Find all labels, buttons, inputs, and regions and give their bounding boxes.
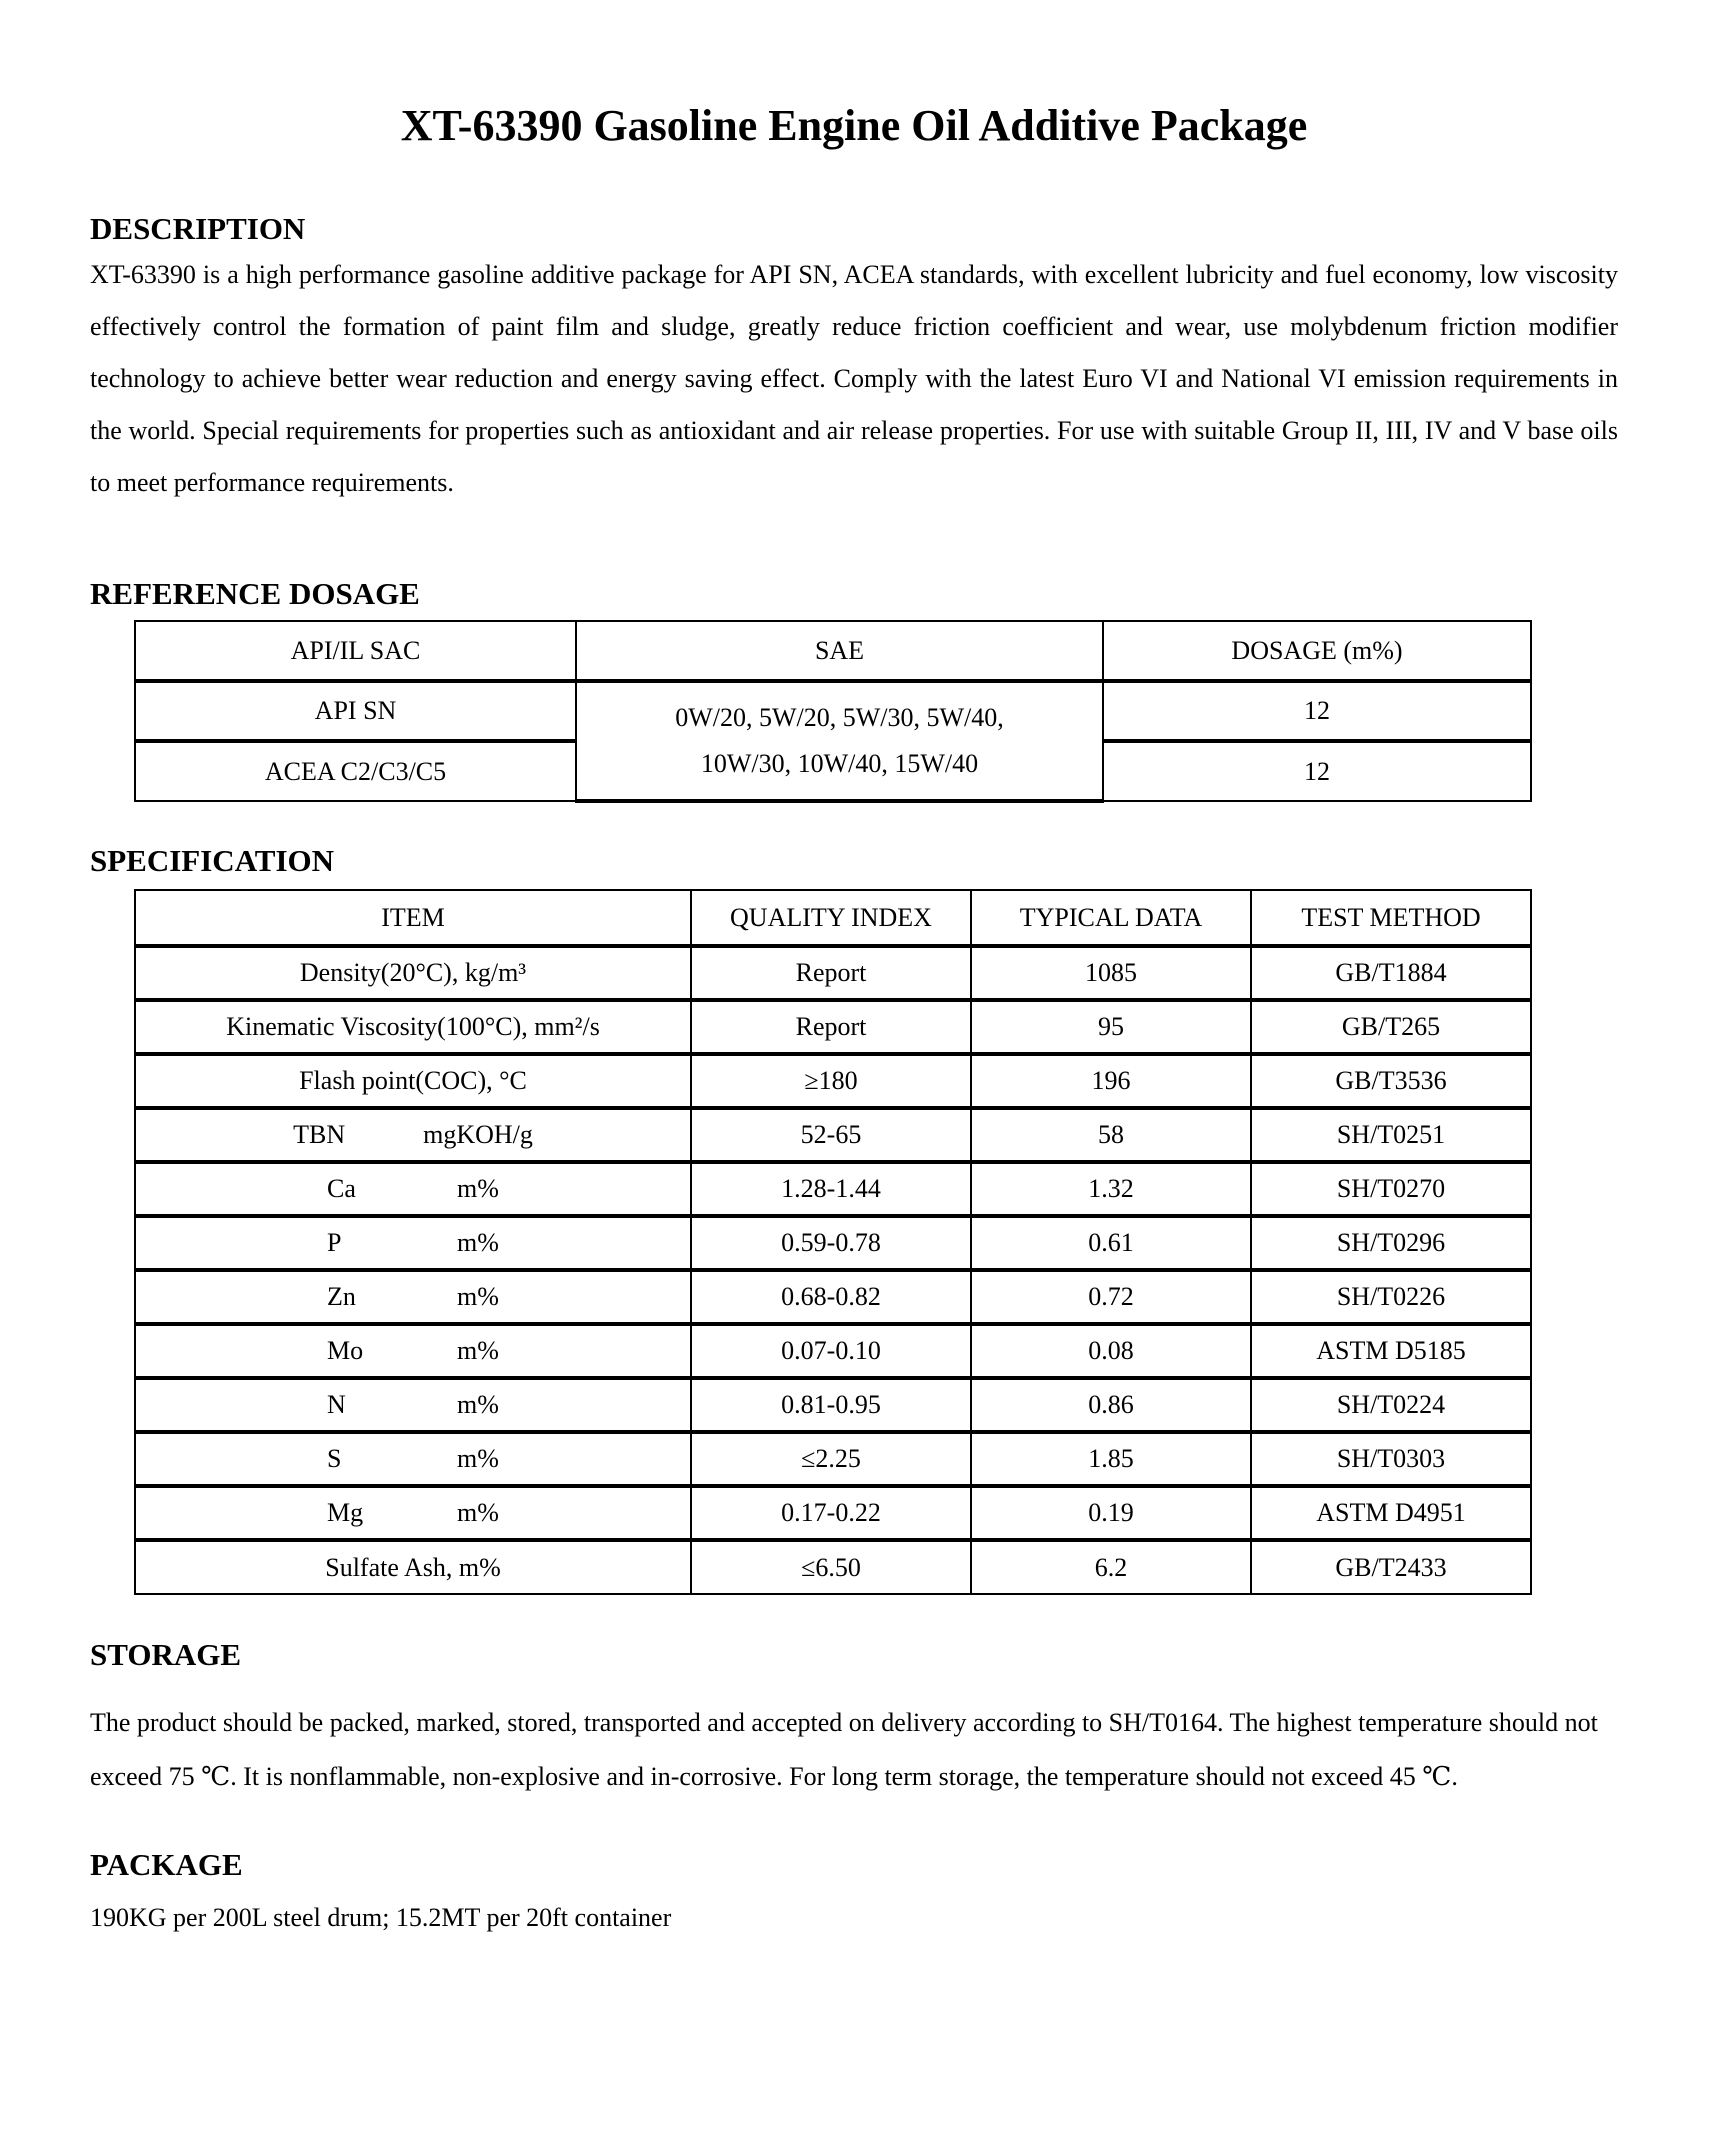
spec-item-unit: m% — [457, 1498, 499, 1528]
spec-quality-index-cell: Report — [691, 1000, 971, 1054]
column-header-item: ITEM — [135, 890, 691, 946]
column-header-sae: SAE — [576, 621, 1103, 681]
spec-table-row — [135, 1054, 1531, 1108]
storage-body: The product should be packed, marked, stored, transported and accepted on delivery according to SH/T0164. The highest temperature should not exceed 75 ℃. It is nonflammable, non-explosive and in-corrosive. For long term storage, the temperature should not exceed 45 ℃. — [90, 1707, 1598, 1791]
spec-item-tabbed — [327, 1336, 499, 1366]
specification-table — [134, 889, 1532, 1595]
spec-test-method-cell: SH/T0251 — [1251, 1108, 1531, 1162]
spec-quality-index-cell: 0.68-0.82 — [691, 1270, 971, 1324]
spec-quality-index-cell: 1.28-1.44 — [691, 1162, 971, 1216]
spec-item-name: N — [327, 1390, 346, 1420]
spec-quality-index-cell: ≥180 — [691, 1054, 971, 1108]
spec-test-method-cell: GB/T2433 — [1251, 1540, 1531, 1594]
sae-grades-line2: 10W/30, 10W/40, 15W/40 — [700, 749, 979, 779]
spec-item-tabbed — [293, 1120, 533, 1150]
spec-item-unit: m% — [457, 1444, 499, 1474]
spec-table-row — [135, 1432, 1531, 1486]
spec-quality-index-cell: 0.81-0.95 — [691, 1378, 971, 1432]
spec-item-name: S — [327, 1444, 342, 1474]
specification-heading: SPECIFICATION — [90, 843, 335, 879]
spec-table-row — [135, 946, 1531, 1000]
sae-grades-cell — [576, 681, 1103, 801]
spec-item-cell: Kinematic Viscosity(100°C), mm²/s — [135, 1000, 691, 1054]
spec-item-name: Ca — [327, 1174, 356, 1204]
spec-item-cell — [135, 1324, 691, 1378]
spec-quality-index-cell: ≤2.25 — [691, 1432, 971, 1486]
spec-table-row — [135, 1378, 1531, 1432]
spec-item-unit: m% — [457, 1228, 499, 1258]
spec-item-cell — [135, 1486, 691, 1540]
spec-test-method-cell: SH/T0224 — [1251, 1378, 1531, 1432]
spec-test-method-cell: SH/T0270 — [1251, 1162, 1531, 1216]
spec-typical-data-cell: 0.08 — [971, 1324, 1251, 1378]
spec-typical-data-cell: 58 — [971, 1108, 1251, 1162]
sae-grades-line1: 0W/20, 5W/20, 5W/30, 5W/40, — [675, 703, 1004, 733]
column-header-test-method: TEST METHOD — [1251, 890, 1531, 946]
spec-item-cell — [135, 1432, 691, 1486]
spec-table-row — [135, 1000, 1531, 1054]
spec-table-row — [135, 1162, 1531, 1216]
spec-typical-data-cell: 95 — [971, 1000, 1251, 1054]
reference-dosage-row — [135, 681, 1531, 741]
dosage-value-cell: 12 — [1103, 741, 1531, 801]
spec-item-name: TBN — [293, 1120, 346, 1150]
dosage-value-cell: 12 — [1103, 681, 1531, 741]
reference-dosage-header-row — [135, 621, 1531, 681]
column-header-api-ilsac: API/IL SAC — [135, 621, 576, 681]
spec-item-cell — [135, 1378, 691, 1432]
spec-item-unit: m% — [457, 1336, 499, 1366]
page-title: XT-63390 Gasoline Engine Oil Additive Package — [400, 101, 1308, 150]
spec-table-body — [135, 946, 1531, 1594]
spec-item-cell: Flash point(COC), °C — [135, 1054, 691, 1108]
spec-item-unit: mgKOH/g — [423, 1120, 533, 1150]
spec-item-tabbed — [327, 1174, 499, 1204]
spec-table-row — [135, 1216, 1531, 1270]
spec-test-method-cell: SH/T0296 — [1251, 1216, 1531, 1270]
spec-item-unit: m% — [457, 1174, 499, 1204]
specification-header-row — [135, 890, 1531, 946]
spec-test-method-cell: ASTM D5185 — [1251, 1324, 1531, 1378]
column-header-dosage: DOSAGE (m%) — [1103, 621, 1531, 681]
spec-item-tabbed — [327, 1228, 499, 1258]
spec-test-method-cell: ASTM D4951 — [1251, 1486, 1531, 1540]
spec-item-tabbed — [327, 1444, 499, 1474]
spec-item-tabbed — [327, 1498, 499, 1528]
spec-item-unit: m% — [457, 1390, 499, 1420]
description-body: XT-63390 is a high performance gasoline additive package for API SN, ACEA standards, with excellent lubricity and fuel economy, low viscosity effectively control the formation of paint film and sludge, greatly reduce friction coefficient and wear, use molybdenum friction modifier technology to achieve better wear reduction and energy saving effect. Comply with the latest Euro VI and National VI emission requirements in the world. Special requirements for properties such as antioxidant and air release properties. For use with suitable Group II, III, IV and V base oils to meet performance requirements. — [90, 259, 1618, 497]
spec-item-tabbed — [327, 1282, 499, 1312]
spec-typical-data-cell: 1.32 — [971, 1162, 1251, 1216]
spec-typical-data-cell: 0.86 — [971, 1378, 1251, 1432]
spec-standard-cell: ACEA C2/C3/C5 — [135, 741, 576, 801]
column-header-quality-index: QUALITY INDEX — [691, 890, 971, 946]
spec-quality-index-cell: 0.59-0.78 — [691, 1216, 971, 1270]
spec-typical-data-cell: 1.85 — [971, 1432, 1251, 1486]
spec-standard-cell: API SN — [135, 681, 576, 741]
spec-item-name: Mo — [327, 1336, 364, 1366]
spec-quality-index-cell: 0.17-0.22 — [691, 1486, 971, 1540]
spec-typical-data-cell: 0.72 — [971, 1270, 1251, 1324]
package-heading: PACKAGE — [90, 1846, 243, 1882]
spec-item-cell: Density(20°C), kg/m³ — [135, 946, 691, 1000]
spec-item-cell: Sulfate Ash, m% — [135, 1540, 691, 1594]
spec-item-cell — [135, 1270, 691, 1324]
spec-typical-data-cell: 1085 — [971, 946, 1251, 1000]
spec-typical-data-cell: 0.19 — [971, 1486, 1251, 1540]
spec-item-unit: m% — [457, 1282, 499, 1312]
spec-table-row — [135, 1108, 1531, 1162]
spec-table-row — [135, 1540, 1531, 1594]
spec-quality-index-cell: ≤6.50 — [691, 1540, 971, 1594]
spec-quality-index-cell: 0.07-0.10 — [691, 1324, 971, 1378]
spec-typical-data-cell: 6.2 — [971, 1540, 1251, 1594]
spec-quality-index-cell: Report — [691, 946, 971, 1000]
spec-item-cell — [135, 1216, 691, 1270]
reference-dosage-heading: REFERENCE DOSAGE — [90, 575, 420, 611]
package-body: 190KG per 200L steel drum; 15.2MT per 20ft container — [90, 1902, 672, 1932]
spec-test-method-cell: SH/T0303 — [1251, 1432, 1531, 1486]
spec-test-method-cell: SH/T0226 — [1251, 1270, 1531, 1324]
spec-item-tabbed — [327, 1390, 499, 1420]
spec-test-method-cell: GB/T265 — [1251, 1000, 1531, 1054]
description-heading: DESCRIPTION — [90, 210, 306, 246]
spec-table-row — [135, 1486, 1531, 1540]
spec-item-name: P — [327, 1228, 342, 1258]
spec-test-method-cell: GB/T3536 — [1251, 1054, 1531, 1108]
spec-item-name: Zn — [327, 1282, 356, 1312]
spec-typical-data-cell: 196 — [971, 1054, 1251, 1108]
reference-dosage-table — [134, 620, 1532, 803]
spec-item-name: Mg — [327, 1498, 364, 1528]
spec-item-cell — [135, 1162, 691, 1216]
spec-typical-data-cell: 0.61 — [971, 1216, 1251, 1270]
storage-heading: STORAGE — [90, 1637, 242, 1673]
spec-quality-index-cell: 52-65 — [691, 1108, 971, 1162]
spec-table-row — [135, 1270, 1531, 1324]
spec-test-method-cell: GB/T1884 — [1251, 946, 1531, 1000]
column-header-typical-data: TYPICAL DATA — [971, 890, 1251, 946]
spec-table-row — [135, 1324, 1531, 1378]
spec-item-cell — [135, 1108, 691, 1162]
